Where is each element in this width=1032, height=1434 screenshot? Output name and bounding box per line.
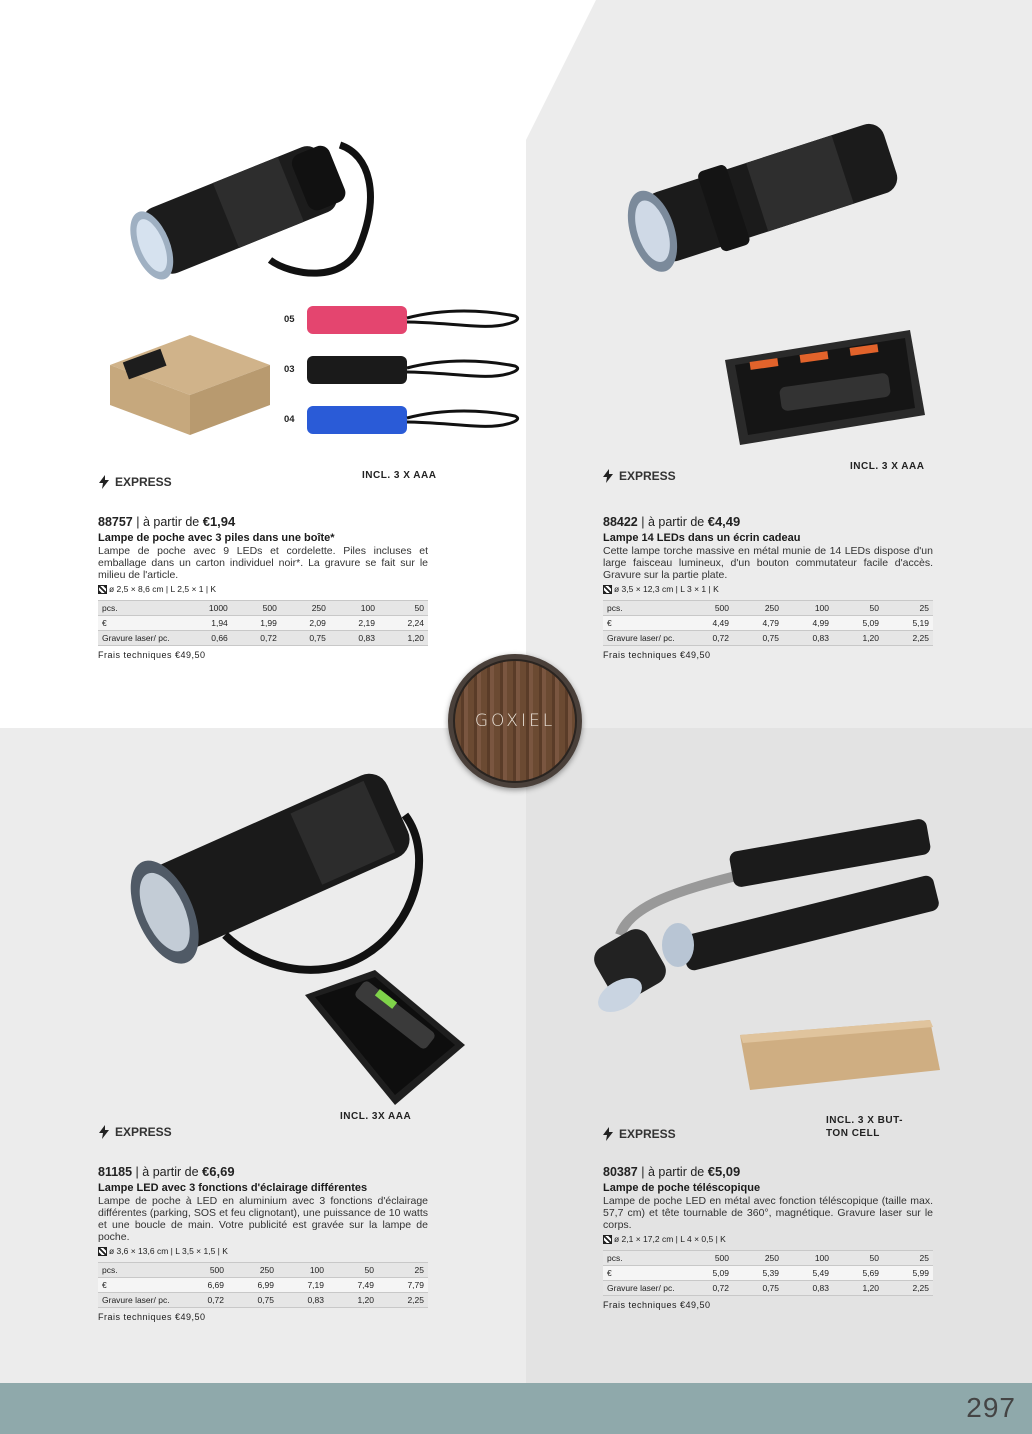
variant-label-04: 04 [284, 414, 295, 425]
table-cell: 1,99 [232, 616, 281, 631]
table-cell: 100 [783, 601, 833, 616]
table-cell: 1,20 [833, 1281, 883, 1296]
technical-fees: Frais techniques €49,50 [98, 650, 206, 660]
price-table [603, 600, 933, 646]
table-cell: 250 [281, 601, 330, 616]
footer-band [0, 1383, 1032, 1434]
lightning-icon [603, 469, 613, 483]
table-row [603, 1251, 933, 1266]
table-cell: 2,25 [883, 631, 933, 646]
table-cell: Gravure laser/ pc. [98, 1293, 178, 1308]
table-cell: Gravure laser/ pc. [603, 631, 683, 646]
product-dimensions [603, 1234, 933, 1244]
dimensions-text: ø 2,5 × 8,6 cm | L 2,5 × 1 | K [109, 584, 217, 594]
batteries-included-80387: INCL. 3 X BUT- TON CELL [826, 1115, 904, 1139]
table-cell: € [98, 616, 178, 631]
page-number: 297 [966, 1392, 1016, 1423]
dimensions-text: ø 2,1 × 17,2 cm | L 4 × 0,5 | K [614, 1234, 726, 1244]
gift-box-88757-image [105, 325, 275, 440]
table-cell: 2,09 [281, 616, 330, 631]
goxiel-logo [448, 654, 582, 788]
table-cell: 500 [232, 601, 281, 616]
table-cell: 100 [330, 601, 379, 616]
express-badge-81185 [99, 1125, 172, 1139]
table-cell: 0,66 [178, 631, 232, 646]
product-dimensions [98, 1246, 428, 1256]
variant-pink-image [305, 300, 525, 340]
dimensions-icon [603, 585, 612, 594]
express-label: EXPRESS [115, 1125, 172, 1139]
table-cell: € [603, 1266, 683, 1281]
table-cell: 0,75 [733, 1281, 783, 1296]
table-cell: 5,39 [733, 1266, 783, 1281]
product-header [603, 514, 933, 529]
table-cell: 50 [328, 1263, 378, 1278]
dimensions-icon [98, 585, 107, 594]
variant-label-05: 05 [284, 314, 295, 325]
product-block-88757 [98, 514, 428, 660]
logo-text: GOXIEL [474, 711, 556, 731]
table-cell: 4,99 [783, 616, 833, 631]
gift-case-81185-image [300, 965, 470, 1110]
flashlight-88757-image [100, 85, 400, 300]
price-prefix: | à partir de [637, 1165, 708, 1179]
product-block-81185 [98, 1164, 428, 1322]
product-price: €4,49 [707, 514, 741, 529]
table-cell: 1,20 [379, 631, 428, 646]
table-cell: 500 [683, 1251, 733, 1266]
price-prefix: | à partir de [132, 515, 203, 529]
table-cell: 250 [733, 601, 783, 616]
table-cell: 1,20 [833, 631, 883, 646]
table-row [98, 631, 428, 646]
express-label: EXPRESS [619, 469, 676, 483]
product-description: Cette lampe torche massive en métal munie de 14 LEDs dispose d'un large faisceau lumineux, d'un bouton commutateur facile d'accès. Gravure sur la partie plate. [603, 545, 933, 581]
product-block-88422 [603, 514, 933, 660]
technical-fees: Frais techniques €49,50 [603, 1300, 711, 1310]
dimensions-icon [98, 1247, 107, 1256]
table-cell: 7,79 [378, 1278, 428, 1293]
table-cell: 0,72 [683, 1281, 733, 1296]
flashlight-88422-image [595, 90, 925, 290]
product-price: €1,94 [202, 514, 236, 529]
dimensions-text: ø 3,5 × 12,3 cm | L 3 × 1 | K [614, 584, 719, 594]
table-cell: 500 [178, 1263, 228, 1278]
table-cell: 2,25 [378, 1293, 428, 1308]
table-cell: 25 [883, 601, 933, 616]
table-cell: pcs. [98, 601, 178, 616]
table-row [603, 1281, 933, 1296]
price-prefix: | à partir de [132, 1165, 203, 1179]
product-header [98, 514, 428, 529]
table-cell: 50 [833, 1251, 883, 1266]
table-cell: 0,83 [783, 631, 833, 646]
product-description: Lampe de poche LED en métal avec fonction téléscopique (taille max. 57,7 cm) et tête tournable de 360°, magnétique. Gravure laser sur le corps. [603, 1195, 933, 1231]
table-cell: 100 [278, 1263, 328, 1278]
table-cell: 50 [379, 601, 428, 616]
product-header [98, 1164, 428, 1179]
variant-black-image [305, 350, 525, 390]
product-block-80387 [603, 1164, 933, 1310]
product-title: Lampe de poche téléscopique [603, 1182, 761, 1194]
table-cell: 2,19 [330, 616, 379, 631]
table-row [98, 1263, 428, 1278]
lightning-icon [603, 1127, 613, 1141]
lightning-icon [99, 1125, 109, 1139]
gift-case-88422-image [720, 320, 930, 455]
table-cell: Gravure laser/ pc. [603, 1281, 683, 1296]
table-cell: € [603, 616, 683, 631]
table-cell: 2,24 [379, 616, 428, 631]
table-row [98, 601, 428, 616]
table-cell: 5,09 [683, 1266, 733, 1281]
technical-fees: Frais techniques €49,50 [98, 1312, 206, 1322]
table-cell: 7,49 [328, 1278, 378, 1293]
product-price: €6,69 [202, 1164, 235, 1179]
product-dimensions [98, 584, 428, 594]
express-label: EXPRESS [619, 1127, 676, 1141]
product-ref: 88757 [98, 515, 133, 529]
table-row [603, 631, 933, 646]
table-row [98, 1278, 428, 1293]
table-cell: 2,25 [883, 1281, 933, 1296]
table-row [98, 616, 428, 631]
table-cell: 5,49 [783, 1266, 833, 1281]
table-cell: 0,75 [733, 631, 783, 646]
variant-blue-image [305, 400, 525, 440]
express-badge-88422 [603, 469, 676, 483]
table-row [603, 616, 933, 631]
table-cell: 250 [228, 1263, 278, 1278]
variant-label-03: 03 [284, 364, 295, 375]
table-cell: 500 [683, 601, 733, 616]
table-cell: 0,75 [281, 631, 330, 646]
table-cell: Gravure laser/ pc. [98, 631, 178, 646]
express-badge-88757 [99, 475, 172, 489]
table-cell: 5,09 [833, 616, 883, 631]
batteries-included-88757: INCL. 3 X AAA [362, 470, 437, 481]
table-cell: 0,83 [783, 1281, 833, 1296]
product-ref: 80387 [603, 1165, 638, 1179]
product-title: Lampe 14 LEDs dans un écrin cadeau [603, 532, 801, 544]
table-cell: 0,83 [330, 631, 379, 646]
table-cell: 4,49 [683, 616, 733, 631]
table-cell: 0,75 [228, 1293, 278, 1308]
table-cell: 6,99 [228, 1278, 278, 1293]
table-cell: 250 [733, 1251, 783, 1266]
flashlight-80387-image [590, 795, 950, 1025]
table-row [603, 1266, 933, 1281]
product-title: Lampe de poche avec 3 piles dans une boîte* [98, 532, 335, 544]
lightning-icon [99, 475, 109, 489]
table-cell: 100 [783, 1251, 833, 1266]
table-row [98, 1293, 428, 1308]
gift-box-80387-image [735, 1015, 945, 1095]
table-cell: 1000 [178, 601, 232, 616]
table-cell: € [98, 1278, 178, 1293]
table-cell: 5,69 [833, 1266, 883, 1281]
table-cell: 5,19 [883, 616, 933, 631]
table-cell: 1,20 [328, 1293, 378, 1308]
product-description: Lampe de poche avec 9 LEDs et cordelette. Piles incluses et emballage dans un carton individuel noir*. La gravure se fait sur le milieu de l'article. [98, 545, 428, 581]
express-label: EXPRESS [115, 475, 172, 489]
price-table [98, 1262, 428, 1308]
table-cell: 7,19 [278, 1278, 328, 1293]
table-cell: 0,72 [683, 631, 733, 646]
table-cell: 5,99 [883, 1266, 933, 1281]
product-ref: 81185 [98, 1165, 133, 1179]
dimensions-text: ø 3,6 × 13,6 cm | L 3,5 × 1,5 | K [109, 1246, 228, 1256]
batteries-included-88422: INCL. 3 X AAA [850, 461, 925, 472]
express-badge-80387 [603, 1127, 676, 1141]
technical-fees: Frais techniques €49,50 [603, 650, 711, 660]
product-header [603, 1164, 933, 1179]
table-row [603, 601, 933, 616]
table-cell: pcs. [98, 1263, 178, 1278]
table-cell: pcs. [603, 601, 683, 616]
table-cell: pcs. [603, 1251, 683, 1266]
product-price: €5,09 [707, 1164, 741, 1179]
product-description: Lampe de poche à LED en aluminium avec 3 fonctions d'éclairage différentes (parking, SOS et feu clignotant), une puissance de 10 watts et une boucle de main. Votre publicité est gravée sur la lampe de poche. [98, 1195, 428, 1243]
table-cell: 50 [833, 601, 883, 616]
table-cell: 25 [883, 1251, 933, 1266]
product-dimensions [603, 584, 933, 594]
product-title: Lampe LED avec 3 fonctions d'éclairage différentes [98, 1182, 368, 1194]
dimensions-icon [603, 1235, 612, 1244]
table-cell: 4,79 [733, 616, 783, 631]
table-cell: 0,83 [278, 1293, 328, 1308]
price-prefix: | à partir de [637, 515, 708, 529]
price-table [98, 600, 428, 646]
batteries-included-81185: INCL. 3X AAA [340, 1111, 412, 1122]
table-cell: 0,72 [178, 1293, 228, 1308]
price-table [603, 1250, 933, 1296]
table-cell: 6,69 [178, 1278, 228, 1293]
table-cell: 0,72 [232, 631, 281, 646]
table-cell: 25 [378, 1263, 428, 1278]
product-ref: 88422 [603, 515, 638, 529]
table-cell: 1,94 [178, 616, 232, 631]
